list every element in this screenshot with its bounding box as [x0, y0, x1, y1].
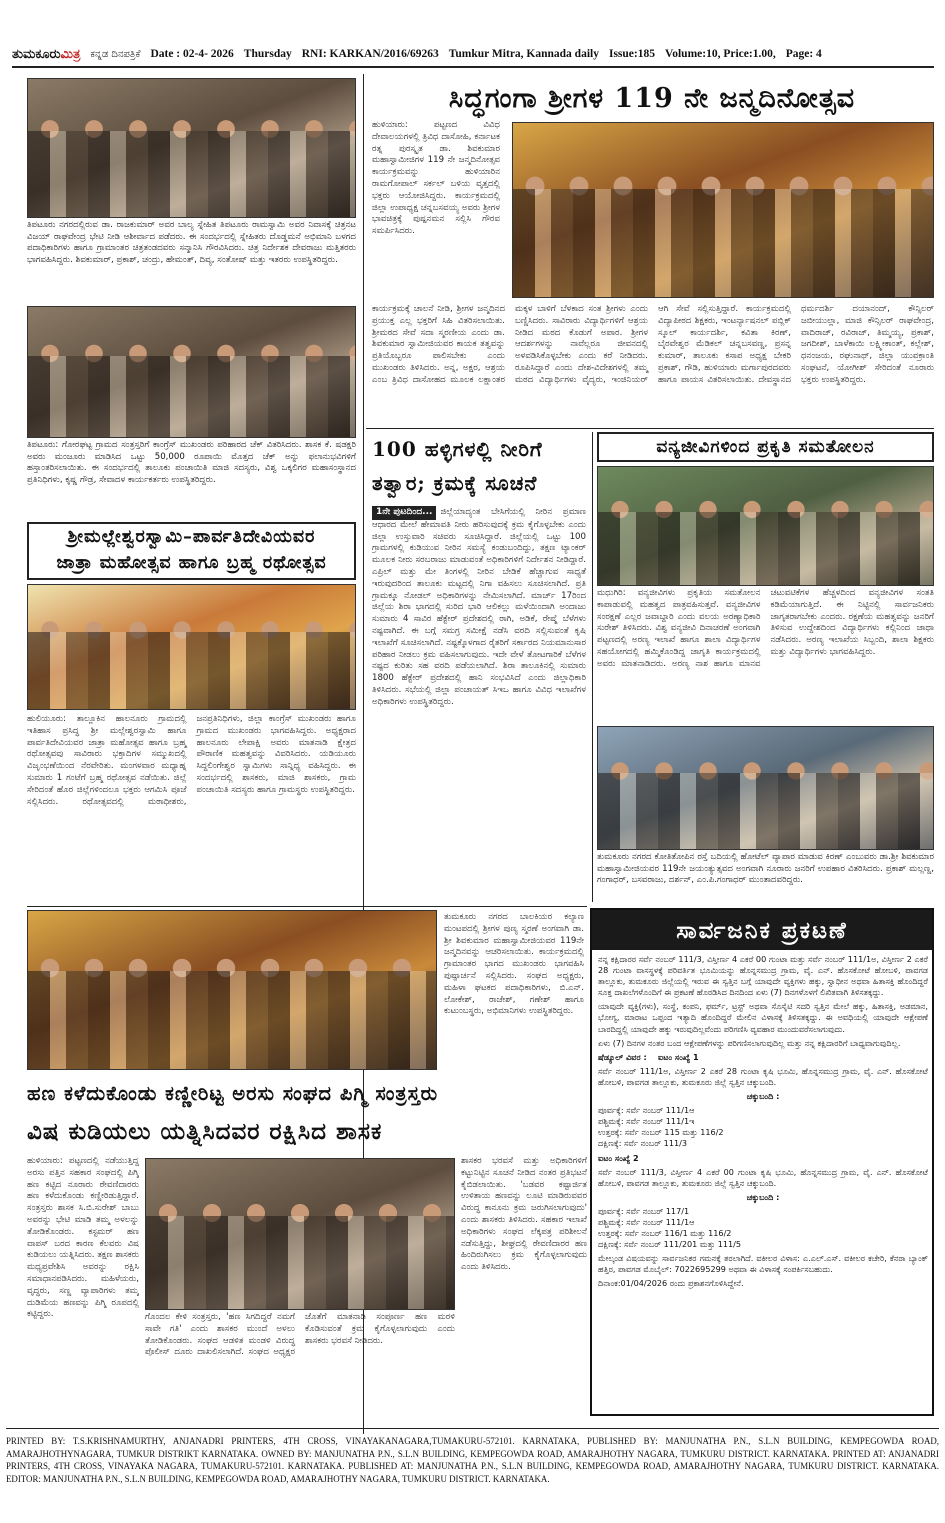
newspaper-logo: ತುಮಕೂರುಮಿತ್ರ: [12, 46, 81, 62]
water-article: [372, 506, 586, 900]
food-distribution-caption: ತುಮಕೂರು ನಗರದ ಕೋತಿತೋಪಿನ ರಸ್ತೆ ಬದಿಯಲ್ಲಿ ಹೋಟೆಲ್ ವ್ಯಾಪಾರ ಮಾಡುವ ಕಿರಣ್ ಎಂಬುವರು ಡಾ.ಶ್ರೀ ಶಿವಕುಮಾರ ಮಹಾಸ್ವಾಮೀಜಿಯವರ 119ನೇ ಜಯಂತ್ಯುತ್ಸವದ ಅಂಗವಾಗಿ ನೂರಾರು ಜನರಿಗೆ ಉಪಹಾರ ವಿತರಿಸಿದರು. ಪ್ರಕಾಶ್ ಮಲ್ಲಣ್ಣ, ಗಂಗಾಧರ್, ಬಸವರಾಜು, ದರ್ಶನ್, ಎಂ.ಪಿ.ಗಂಗಾಧರ್ ಮುಂತಾದವರಿದ್ದರು.: [597, 852, 934, 886]
boundary-east: ಪೂರ್ವಕ್ಕೆ: ಸರ್ವೆ ನಂಬರ್ 111/1ಆ: [598, 1105, 695, 1116]
schedule-item-1: ಸರ್ವೆ ನಂಬರ್ 111/1ಅ, ವಿಸ್ತೀರ್ಣ 2 ಎಕರೆ 28 ಗುಂಟಾ ಕೃಷಿ ಭೂಮಿ, ಹೊನ್ನಸಮುದ್ರ ಗ್ರಾಮ, ವೈ. ಎನ್. ಹೊಸಕೋಟೆ ಹೋಬಳಿ, ಪಾವಗಡ ತಾಲ್ಲೂಕು, ತುಮಕೂರು ಜಿಲ್ಲೆ ಸ್ವತ್ತಿನ ಚಕ್ಕುಬಂದಿ.: [598, 1065, 928, 1087]
schedule-item-2: ಸರ್ವೆ ನಂಬರ್ 111/3, ವಿಸ್ತೀರ್ಣ 4 ಎಕರೆ 00 ಗುಂಟಾ ಕೃಷಿ ಭೂಮಿ, ಹೊನ್ನಸಮುದ್ರ ಗ್ರಾಮ, ವೈ. ಎನ್. ಹೊಸಕೋಟೆ ಹೋಬಳಿ, ಪಾವಗಡ ತಾಲ್ಲೂಕು, ತುಮಕೂರು ಜಿಲ್ಲೆ ಸ್ವತ್ತಿನ ಚಕ್ಕುಬಂದಿ.: [598, 1166, 928, 1188]
page-number: Page: 4: [785, 48, 822, 60]
boundary-north: ಉತ್ತರಕ್ಕೆ: ಸರ್ವೆ ನಂಬರ್ 116/1 ಮತ್ತು 116/2: [598, 1228, 732, 1239]
water-headline-line1: 100 ಹಳ್ಳಿಗಳಲ್ಲಿ ನೀರಿಗೆ: [372, 437, 543, 461]
masthead: [12, 42, 934, 68]
jatra-headline-box: [27, 522, 356, 580]
water-article-text: ಜಿಲ್ಲೆಯಾದ್ಯಂತ ಬೇಸಿಗೆಯಲ್ಲಿ ನೀರಿನ ಪ್ರಮಾಣ ಆಧಾರದ ಮೇಲೆ ಹೇಮಾವತಿ ನೀರು ಹರಿಸುವುದಕ್ಕೆ ಕ್ರಮ ಕೈಗೊಳ್ಳಬೇಕು ಎಂದು ಜಿಲ್ಲಾ ಉಸ್ತುವಾರಿ ಸಚಿವರು ಸೂಚಿಸಿದ್ದಾರೆ. ಜಿಲ್ಲೆಯಲ್ಲಿ ಒಟ್ಟು 100 ಗ್ರಾಮಗಳಲ್ಲಿ ಕುಡಿಯುವ ನೀರಿನ ಸಮಸ್ಯೆ ಕಂಡುಬಂದಿದ್ದು, ತಕ್ಷಣ ಟ್ಯಾಂಕರ್ ಮೂಲಕ ನೀರು ಸರಬರಾಜು ಮಾಡುವಂತೆ ಅಧಿಕಾರಿಗಳಿಗೆ ನಿರ್ದೇಶನ ನೀಡಿದ್ದಾರೆ. ಎಪ್ರಿಲ್ ಮತ್ತು ಮೇ ತಿಂಗಳಲ್ಲಿ ನೀರಿನ ಬೇಡಿಕೆ ಹೆಚ್ಚಾಗುವ ಸಾಧ್ಯತೆ ಇರುವುದರಿಂದ ತಾಲೂಕು ಮಟ್ಟದಲ್ಲಿ ನಿಗಾ ವಹಿಸಲು ಸೂಚಿಸಲಾಗಿದೆ. ಪ್ರತಿ ಗ್ರಾಮಕ್ಕೂ ನೋಡಲ್ ಅಧಿಕಾರಿಗಳನ್ನು ನೇಮಿಸಲಾಗಿದೆ. ಮಾರ್ಚ್ 17ರಿಂದ ಜಿಲ್ಲೆಯ ಶಿರಾ ಭಾಗದಲ್ಲಿ ಸುರಿದ ಭಾರಿ ಆಲಿಕಲ್ಲು ಮಳೆಯಿಂದಾಗಿ ಅಂದಾಜು ಸುಮಾರು 4 ಸಾವಿರ ಹೆಕ್ಟೇರ್ ಪ್ರದೇಶದಲ್ಲಿ ರಾಗಿ, ಅಡಿಕೆ, ರೇಷ್ಮೆ ಬೆಳೆಗಳು ನಷ್ಟವಾಗಿದೆ. ಈ ಬಗ್ಗೆ ಸಮಗ್ರ ಸಮೀಕ್ಷೆ ನಡೆಸಿ ವರದಿ ಸಲ್ಲಿಸುವಂತೆ ಕೃಷಿ ಇಲಾಖೆಗೆ ಸೂಚಿಸಲಾಗಿದೆ. ನಷ್ಟಕ್ಕೊಳಗಾದ ರೈತರಿಗೆ ಸರ್ಕಾರದ ನಿಯಮಾನುಸಾರ ಪರಿಹಾರ ನೀಡಲು ಕ್ರಮ ವಹಿಸಲಾಗುವುದು. ಇದೇ ವೇಳೆ ತೋಟಗಾರಿಕೆ ಬೆಳೆಗಳ ನಷ್ಟದ ಕುರಿತು ಸಹ ವರದಿ ಪಡೆಯಲಾಗಿದೆ. ಶಿರಾ ತಾಲೂಕಿನಲ್ಲಿ ಸುಮಾರು 1800 ಹೆಕ್ಟೇರ್ ಪ್ರದೇಶದಲ್ಲಿ ಹಾನಿ ಸಂಭವಿಸಿದೆ ಎಂದು ಜಿಲ್ಲಾಧಿಕಾರಿ ತಿಳಿಸಿದರು. ಸಭೆಯಲ್ಲಿ ಜಿಲ್ಲಾ ಪಂಚಾಯತ್ ಸಿಇಒ ಹಾಗೂ ವಿವಿಧ ಇಲಾಖೆಗಳ ಅಧಿಕಾರಿಗಳು ಉಪಸ್ಥಿತರಿದ್ದರು.: [372, 507, 586, 707]
schedule-title: ಷೆಡ್ಯೂಲ್ ವಿವರ : ಐಟಂ ಸಂಖ್ಯೆ 1: [598, 1051, 699, 1062]
notice-paragraph: ಯಾವುದೇ ವ್ಯಕ್ತಿ(ಗಳು), ಸಂಸ್ಥೆ, ಕಂಪನಿ, ಫರ್ಮ್, ಟ್ರಸ್ಟ್ ಅಥವಾ ಸೊಸೈಟಿ ಸದರಿ ಸ್ವತ್ತಿನ ಮೇಲೆ ಹಕ್ಕು, ಹಿತಾಸಕ್ತಿ, ಅಡಮಾನ, ಭೋಗ್ಯ, ಮಾರಾಟ ಒಪ್ಪಂದ ಇತ್ಯಾದಿ ಹೊಂದಿದ್ದರೆ ಮೇಲಿನ ವಿಳಾಸಕ್ಕೆ ತಿಳಿಸತಕ್ಕದ್ದು. ಈ ಅವಧಿಯಲ್ಲಿ ಯಾವುದೇ ಆಕ್ಷೇಪಣೆ ಬಾರದಿದ್ದಲ್ಲಿ ಯಾವುದೇ ಹಕ್ಕು ಇರುವುದಿಲ್ಲವೆಂದು ಪರಿಗಣಿಸಿ ವ್ಯವಹಾರ ಮುಂದುವರೆಸಲಾಗುವುದು.: [598, 1001, 928, 1034]
cheque-handover-photo: [27, 306, 356, 438]
section-rule: [366, 428, 934, 429]
wildlife-photo: [597, 466, 934, 586]
boundary-east: ಪೂರ್ವಕ್ಕೆ: ಸರ್ವೆ ನಂಬರ್ 117/1: [598, 1205, 690, 1216]
notice-paragraph: ನನ್ನ ಕಕ್ಷಿದಾರರ ಸರ್ವೆ ನಂಬರ್ 111/3, ವಿಸ್ತೀರ್ಣ 4 ಎಕರೆ 00 ಗುಂಟಾ ಮತ್ತು ಸರ್ವೆ ನಂಬರ್ 111/1ಅ, ವಿಸ್ತೀರ್ಣ 2 ಎಕರೆ 28 ಗುಂಟಾ ವಾಸಸ್ಥಳಕ್ಕೆ ಪರಿವರ್ತಿತ ಭೂಮಿಯನ್ನು ಹೊನ್ನಸಮುದ್ರ ಗ್ರಾಮ, ವೈ. ಎನ್. ಹೊಸಕೋಟೆ ಹೋಬಳಿ, ಪಾವಗಡ ತಾಲ್ಲೂಕು, ತುಮಕೂರು ಜಿಲ್ಲೆಯಲ್ಲಿ ಇರುವ ಈ ಸ್ವತ್ತಿನ ಬಗ್ಗೆ ಯಾವುದೇ ವ್ಯಕ್ತಿಗಳು ಹಕ್ಕು, ಸ್ವಾಧೀನ ಅಥವಾ ಹಿತಾಸಕ್ತಿ ಹೊಂದಿದ್ದರೆ ಸೂಕ್ತ ದಾಖಲೆಗಳೊಂದಿಗೆ ಈ ಪ್ರಕಟಣೆ ಹೊರಡಿಸಿದ ದಿನದಿಂದ ಏಳು (7) ದಿನಗಳೊಳಗೆ ಲಿಖಿತವಾಗಿ ತಿಳಿಸತಕ್ಕದ್ದು.: [598, 954, 928, 998]
volume-price: Volume:10, Price:1.00,: [664, 48, 776, 60]
jatra-headline-line2: ಜಾತ್ರಾ ಮಹೋತ್ಸವ ಹಾಗೂ ಬ್ರಹ್ಮ ರಥೋತ್ಸವ: [56, 553, 327, 573]
imprint-footer: PRINTED BY: T.S.KRISHNAMURTHY, ANJANADRI PRINTERS, 4TH CROSS, VINAYAKANAGARA,TUMAKURU-572101. KARNATAKA, PUBLISHED BY: MANJUNATHA P.N., S.L.N BUILDING, KEMPEGOWDA ROAD, AMARAJHOTHYNAGARA, TUMKUR DISTRIKT KARNATAKA. OWNED BY: MANJUNATHA P.N., S.L.N BUILDING, KEMPEGOWDA ROAD, AMARAJHOTHY NAGARA, TUMKURU DISTRICT. KARNATAKA. PRINTED AT: ANJANADRI PRINTERS, 4TH CROSS, VINAYAKA NAGARA, TUMAKURU-572101. KARNATAKA. PUBLISHED AT: MANJUNATHA P.N., S.L.N BUILDING, KEMPEGOWDA ROAD, AMARAJHOTHY NAGARA, TUMKURU DISTRICT. KARNATAKA. EDITOR: MANJUNATHA P.N., S.L.N BUILDING, KEMPEGOWDA ROAD, AMARAJHOTHY NAGARA, TUMKURU DISTRICT. KARNATAKA.: [6, 1428, 939, 1502]
arasu-headline-line2: ವಿಷ ಕುಡಿಯಲು ಯತ್ನಿಸಿದವರ ರಕ್ಷಿಸಿದ ಶಾಸಕ: [27, 1118, 383, 1145]
arasu-article-left: ಹುಳಿಯಾರು: ಪಟ್ಟಣದಲ್ಲಿ ನಡೆಯುತ್ತಿದ್ದ ಅರಸು ಪತ್ತಿನ ಸಹಕಾರ ಸಂಘದಲ್ಲಿ ಪಿಗ್ಮಿ ಹಣ ಕಟ್ಟಿದ ನೂರಾರು ಠೇವಣಿದಾರರು ಹಣ ಕಳೆದುಕೊಂಡು ಕಣ್ಣೀರಿಡುತ್ತಿದ್ದಾರೆ. ಸಂತ್ರಸ್ತರು ಶಾಸಕ ಸಿ.ಬಿ.ಸುರೇಶ್ ಬಾಬು ಅವರನ್ನು ಭೇಟಿ ಮಾಡಿ ತಮ್ಮ ಅಳಲನ್ನು ತೋಡಿಕೊಂಡರು. ಕಸ್ಟಮರ್ ಹಣ ವಾಪಸ್ ಬರದ ಕಾರಣ ಕೆಲವರು ವಿಷ ಕುಡಿಯಲು ಯತ್ನಿಸಿದರು. ತಕ್ಷಣ ಶಾಸಕರು ಮಧ್ಯಪ್ರವೇಶಿಸಿ ಅವರನ್ನು ರಕ್ಷಿಸಿ ಸಮಾಧಾನಪಡಿಸಿದರು. ಮಹಿಳೆಯರು, ವೃದ್ಧರು, ಸಣ್ಣ ವ್ಯಾಪಾರಿಗಳು ತಮ್ಮ ದುಡಿಮೆಯ ಹಣವನ್ನು ಪಿಗ್ಮಿ ರೂಪದಲ್ಲಿ ಕಟ್ಟಿದ್ದರು.: [27, 1156, 139, 1320]
boundary-north: ಉತ್ತರಕ್ಕೆ: ಸರ್ವೆ ನಂಬರ್ 115 ಮತ್ತು 116/2: [598, 1127, 724, 1138]
paper-name: Tumkur Mitra, Kannada daily: [448, 48, 599, 60]
public-notice: [590, 908, 934, 1416]
siddaganga-headline: ಸಿದ್ಧಗಂಗಾ ಶ್ರೀಗಳ 119 ನೇ ಜನ್ಮದಿನೋತ್ಸವ: [448, 83, 856, 114]
issue-number: Issue:185: [608, 48, 655, 60]
column-rule: [592, 432, 593, 902]
cheque-handover-caption: ತಿಪಟೂರು: ಗೋರಘಟ್ಟ ಗ್ರಾಮದ ಸಂತ್ರಸ್ತರಿಗೆ ಕಾಂಗ್ರೆಸ್ ಮುಖಂಡರು ಪರಿಹಾರದ ಚೆಕ್ ವಿತರಿಸಿದರು. ಶಾಸಕ ಕೆ. ಷಡಕ್ಷರಿ ಅವರು ಮಂಜೂರು ಮಾಡಿಸಿದ ಒಟ್ಟು 50,000 ರೂಪಾಯಿ ಮೊತ್ತದ ಚೆಕ್ ಅನ್ನು ಫಲಾನುಭವಿಗಳಿಗೆ ಹಸ್ತಾಂತರಿಸಲಾಯಿತು. ಈ ಸಂದರ್ಭದಲ್ಲಿ ತಾಲೂಕು ಪಂಚಾಯಿತಿ ಮಾಜಿ ಸದಸ್ಯರು, ವಿಶ್ವ ಒಕ್ಕಲಿಗರ ಮಹಾಸಂಸ್ಥಾನದ ಪ್ರತಿನಿಧಿಗಳು, ಕೃಷ್ಣ ಗೌಡ್ರ, ಸೇವಾದಳ ಕಾರ್ಯಕರ್ತರು ಉಪಸ್ಥಿತರಿದ್ದರು.: [27, 440, 356, 485]
boundary-west: ಪಶ್ಚಿಮಕ್ಕೆ: ಸರ್ವೆ ನಂಬರ್ 111/1ಇ: [598, 1116, 695, 1127]
jatra-photo: [27, 584, 356, 710]
boundaries-title: ಚಕ್ಕುಬಂದಿ :: [746, 1191, 780, 1202]
jatra-headline-line1: ಶ್ರೀಮಲ್ಲೇಶ್ವರಸ್ವಾಮಿ–ಪಾರ್ವತಿದೇವಿಯವರ: [67, 527, 316, 547]
arasu-article-mid: ಗೊಂದಲ ಕೇಳಿ ಸಂತ್ರಸ್ತರು, 'ಹಣ ಸಿಗದಿದ್ದರೆ ನಮಗೆ ಸಾವೇ ಗತಿ' ಎಂದು ಶಾಸಕರ ಮುಂದೆ ಅಳಲು ತೋಡಿಕೊಂಡರು. ಸಂಘದ ಆಡಳಿತ ಮಂಡಳಿ ವಿರುದ್ಧ ಪೊಲೀಸ್ ದೂರು ದಾಖಲಿಸಲಾಗಿದೆ. ಸಂಘದ ಅಧ್ಯಕ್ಷರ ಜೊತೆಗೆ ಮಾತನಾಡಿ ಸಂಪೂರ್ಣ ಹಣ ಮರಳಿ ಕೊಡಿಸುವಂತೆ ಕ್ರಮ ಕೈಗೊಳ್ಳಲಾಗುವುದು ಎಂದು ಶಾಸಕರು ಭರವಸೆ ನೀಡಿದರು.: [145, 1312, 455, 1358]
birthday-celebration-article: ತುಮಕೂರು ನಗರದ ಬಾಲಕಿಯರ ಕಲ್ಯಾಣ ಮಂಟಪದಲ್ಲಿ ಶ್ರೀಗಳ ಪುಣ್ಯ ಸ್ಮರಣೆ ಅಂಗವಾಗಿ ಡಾ. ಶ್ರೀ ಶಿವಕುಮಾರ ಮಹಾಸ್ವಾಮೀಜಿಯವರ 119ನೇ ಜನ್ಮದಿನವನ್ನು ಆಚರಿಸಲಾಯಿತು. ಕಾರ್ಯಕ್ರಮದಲ್ಲಿ ಗ್ರಾಮಾಂತರ ಭಾಗದ ಮುಖಂಡರು ಭಾಗವಹಿಸಿ ಪುಷ್ಪಾರ್ಚನೆ ಸಲ್ಲಿಸಿದರು. ಸಂಘದ ಅಧ್ಯಕ್ಷರು, ಮಹಿಳಾ ಘಟಕದ ಪದಾಧಿಕಾರಿಗಳು, ಬಿ.ಎನ್. ಲೋಕೇಶ್, ರಾಜೇಶ್, ಗಣೇಶ್ ಹಾಗೂ ಕುಟುಂಬಸ್ಥರು, ಅಭಿಮಾನಿಗಳು ಉಪಸ್ಥಿತರಿದ್ದರು.: [444, 912, 584, 1017]
notice-date: ದಿನಾಂಕ:01/04/2026 ರಂದು ಪ್ರಕಾಶನಗೊಳಿಸಿದ್ದೇನೆ.: [598, 1278, 744, 1289]
schedule-item-2-label: ಐಟಂ ಸಂಖ್ಯೆ 2: [598, 1152, 639, 1163]
tiptur-visit-photo: [27, 78, 356, 218]
birthday-celebration-photo: [27, 910, 437, 1070]
food-distribution-photo: [597, 726, 934, 850]
jatra-article: ಹುಲಿಯೂರು: ತಾಲ್ಲೂಕಿನ ಹಾಲನೂರು ಗ್ರಾಮದಲ್ಲಿ ಇತಿಹಾಸ ಪ್ರಸಿದ್ಧ ಶ್ರೀ ಮಲ್ಲೇಶ್ವರಸ್ವಾಮಿ ಹಾಗೂ ಪಾರ್ವತಿದೇವಿಯವರ ಜಾತ್ರಾ ಮಹೋತ್ಸವ ಹಾಗೂ ಬ್ರಹ್ಮ ರಥೋತ್ಸವವು ಸಾವಿರಾರು ಭಕ್ತಾದಿಗಳ ಸಮ್ಮುಖದಲ್ಲಿ ವಿಜೃಂಭಣೆಯಿಂದ ನೆರವೇರಿತು. ಮಂಗಳವಾರ ಮಧ್ಯಾಹ್ನ ಸುಮಾರು 1 ಗಂಟೆಗೆ ಬ್ರಹ್ಮ ರಥೋತ್ಸವ ನಡೆಯಿತು. ಜಿಲ್ಲೆ ಸೇರಿದಂತೆ ಹೊರ ಜಿಲ್ಲೆಗಳಿಂದಲೂ ಭಕ್ತರು ಆಗಮಿಸಿ ಪೂಜೆ ಸಲ್ಲಿಸಿದರು. ರಥೋತ್ಸವದಲ್ಲಿ ಮಠಾಧೀಶರು, ಜನಪ್ರತಿನಿಧಿಗಳು, ಜಿಲ್ಲಾ ಕಾಂಗ್ರೆಸ್ ಮುಖಂಡರು ಹಾಗೂ ಗ್ರಾಮದ ಮುಖಂಡರು ಭಾಗವಹಿಸಿದ್ದರು. ಅಧ್ಯಕ್ಷರಾದ ಹಾಲನೂರು ಲೇಪಾಕ್ಷಿ ಅವರು ಮಾತನಾಡಿ ಕ್ಷೇತ್ರದ ಪೌರಾಣಿಕ ಮಹತ್ವವನ್ನು ವಿವರಿಸಿದರು. ಯಡಿಯೂರು ಸಿದ್ದಲಿಂಗೇಶ್ವರ ಸ್ವಾಮಿಗಳು ಸಾನ್ನಿಧ್ಯ ವಹಿಸಿದ್ದರು. ಈ ಸಂದರ್ಭದಲ್ಲಿ ಶಾಸಕರು, ಮಾಜಿ ಶಾಸಕರು, ಗ್ರಾಮ ಪಂಚಾಯಿತಿ ಸದಸ್ಯರು ಹಾಗೂ ಗ್ರಾಮಸ್ಥರು ಉಪಸ್ಥಿತರಿದ್ದರು.: [27, 714, 356, 807]
continued-from-page1: 1ನೇ ಪುಟದಿಂದ...: [372, 506, 436, 520]
boundary-south: ದಕ್ಷಿಣಕ್ಕೆ: ಸರ್ವೆ ನಂಬರ್ 111/201 ಮತ್ತು 111/5: [598, 1239, 742, 1250]
issue-day: Thursday: [243, 48, 292, 60]
notice-closing: ಮೇಲ್ಕಂಡ ವಿಷಯವನ್ನು ಸಾರ್ವಜನಿಕರ ಗಮನಕ್ಕೆ ತರಲಾಗಿದೆ. ವಕೀಲರ ವಿಳಾಸ: ಎ.ಎಲ್.ಎಸ್. ವಕೀಲರ ಕಚೇರಿ, ಕೆನರಾ ಬ್ಯಾಂಕ್ ಹತ್ತಿರ, ಪಾವಗಡ ಮೊಬೈಲ್: 7022695299 ಅಥವಾ ಈ ವಿಳಾಸಕ್ಕೆ ಸಂಪರ್ಕಿಸಬಹುದು.: [598, 1253, 928, 1275]
public-notice-body: [598, 954, 928, 1410]
newspaper-subtitle: ಕನ್ನಡ ದಿನಪತ್ರಿಕೆ: [90, 48, 141, 60]
arasu-article-right: ಶಾಸಕರ ಭರವಸೆ ಮತ್ತು ಅಧಿಕಾರಿಗಳಿಗೆ ಕಟ್ಟುನಿಟ್ಟಿನ ಸೂಚನೆ ನೀಡಿದ ನಂತರ ಪ್ರತಿಭಟನೆ ಕೈಬಿಡಲಾಯಿತು. 'ಬಡವರ ಕಷ್ಟಾರ್ಜಿತ ಉಳಿತಾಯ ಹಣವನ್ನು ಲೂಟಿ ಮಾಡಿರುವವರ ವಿರುದ್ಧ ಕಾನೂನು ಕ್ರಮ ಜರುಗಿಸಲಾಗುವುದು' ಎಂದು ಶಾಸಕರು ತಿಳಿಸಿದರು. ಸಹಕಾರ ಇಲಾಖೆ ಅಧಿಕಾರಿಗಳು ಸಂಘದ ಲೆಕ್ಕಪತ್ರ ಪರಿಶೀಲನೆ ನಡೆಸುತ್ತಿದ್ದು, ಶೀಘ್ರದಲ್ಲಿ ಠೇವಣಿದಾರರ ಹಣ ಹಿಂದಿರುಗಿಸಲು ಕ್ರಮ ಕೈಗೊಳ್ಳಲಾಗುವುದು ಎಂದು ತಿಳಿಸಿದರು.: [461, 1156, 587, 1273]
water-headline-line2: ತತ್ವಾರ; ಕ್ರಮಕ್ಕೆ ಸೂಚನೆ: [372, 471, 538, 495]
wildlife-headline: ವನ್ಯಜೀವಿಗಳಿಂದ ಪ್ರಕೃತಿ ಸಮತೋಲನ: [656, 437, 875, 457]
siddaganga-article: ಕಾರ್ಯಕ್ರಮಕ್ಕೆ ಚಾಲನೆ ನೀಡಿ, ಶ್ರೀಗಳ ಜನ್ಮದಿನದ ಪ್ರಯುಕ್ತ ಎಲ್ಲ ಭಕ್ತರಿಗೆ ಸಿಹಿ ವಿತರಿಸಲಾಯಿತು. ಶ್ರೀಮಠದ ಸೇವೆ ಸದಾ ಸ್ಮರಣೀಯ ಎಂದು ಡಾ. ಶಿವಕುಮಾರ ಸ್ವಾಮೀಜಿಯವರ ಕಾಯಕ ತತ್ವವನ್ನು ಪ್ರತಿಯೊಬ್ಬರೂ ಪಾಲಿಸಬೇಕು ಎಂದು ಮುಖಂಡರು ತಿಳಿಸಿದರು. ಅನ್ನ, ಅಕ್ಷರ, ಆಶ್ರಯ ಎಂಬ ತ್ರಿವಿಧ ದಾಸೋಹದ ಮೂಲಕ ಲಕ್ಷಾಂತರ ಮಕ್ಕಳ ಬಾಳಿಗೆ ಬೆಳಕಾದ ಸಂತ ಶ್ರೀಗಳು ಎಂದು ಬಣ್ಣಿಸಿದರು. ಸಾವಿರಾರು ವಿದ್ಯಾರ್ಥಿಗಳಿಗೆ ಆಶ್ರಯ ನೀಡಿದ ಮಠದ ಕೊಡುಗೆ ಅಪಾರ. ಶ್ರೀಗಳ ಆದರ್ಶಗಳನ್ನು ನಾವೆಲ್ಲರೂ ಜೀವನದಲ್ಲಿ ಅಳವಡಿಸಿಕೊಳ್ಳಬೇಕು ಎಂದು ಕರೆ ನೀಡಿದರು. ರೂಪಿಸಿದ್ದಾರೆ ಎಂದು ದೇಶ-ವಿದೇಶಗಳಲ್ಲಿ ತಮ್ಮ ಮಠದ ವಿದ್ಯಾರ್ಥಿಗಳು ವೈದ್ಯರು, ಇಂಜಿನಿಯರ್ ಆಗಿ ಸೇವೆ ಸಲ್ಲಿಸುತ್ತಿದ್ದಾರೆ. ಕಾರ್ಯಕ್ರಮದಲ್ಲಿ ವಿದ್ಯಾಪೀಠದ ಶಿಕ್ಷಕರು, ಇಂಟರ್ನ್ಯಾಷನಲ್ ಪಬ್ಲಿಕ್ ಸ್ಕೂಲ್ ಕಾರ್ಯದರ್ಶಿ, ಕವಿತಾ ಕಿರಣ್, ಬೈರವೇಶ್ವರ ಮೆಡಿಕಲ್ ಚನ್ನಬಸವಣ್ಣ, ಪ್ರಸನ್ನ ಕುಮಾರ್, ತಾಲೂಕು ಕಸಾಪ ಅಧ್ಯಕ್ಷ ಬೇಕರಿ ಪ್ರಕಾಶ್, ಗೌಡಿ, ಹುಳಿಯಾರು ಮರ್ಗಾಪುರದವರು ಹಾಗೂ ಪಾಯಸ ವಿತರಿಸಲಾಯಿತು. ದೇವಸ್ಥಾನದ ಧರ್ಮದರ್ಶಿ ದಯಾನಂದ್, ಕೌನ್ಸಿಲರ್ ಜಬೀಯುಲ್ಲಾ, ಮಾಜಿ ಕೌನ್ಸಿಲರ್ ರಾಘವೇಂದ್ರ, ವಾದಿರಾಜ್, ರವಿರಾಜ್, ತಿಮ್ಮಯ್ಯ, ಪ್ರಕಾಶ್, ಜಗದೀಶ್, ಬಾಳೆಕಾಯಿ ಲಕ್ಷ್ಮೀಕಾಂತ್, ಕಲ್ಲೇಶ್, ಧನಂಜಯ, ರಘುನಾಥ್, ಜಿಲ್ಲಾ ಯುವಕ್ರಾಂತಿ ಸಂಘಟನೆ, ಯೋಗೀಶ್ ಸೇರಿದಂತೆ ನೂರಾರು ಭಕ್ತರು ಉಪಸ್ಥಿತರಿದ್ದರು.: [372, 304, 934, 385]
siddaganga-intro: ಹುಳಿಯಾರು: ಪಟ್ಟಣದ ವಿವಿಧ ದೇವಾಲಯಗಳಲ್ಲಿ ತ್ರಿವಿಧ ದಾಸೋಹಿ, ಕರ್ನಾಟಕ ರತ್ನ ಪುರಸ್ಕೃತ ಡಾ. ಶಿವಕುಮಾರ ಮಹಾಸ್ವಾಮೀಜಿಗಳ 119 ನೇ ಜನ್ಮದಿನೋತ್ಸವ ಕಾರ್ಯಕ್ರಮವನ್ನು ಹುಳಿಯಾರಿನ ರಾಮಗೋಪಾಲ್ ಸರ್ಕಲ್ ಬಳಿಯ ವೃತ್ತದಲ್ಲಿ ಭಕ್ತರು ಆಯೋಜಿಸಿದ್ದರು. ಕಾರ್ಯಕ್ರಮದಲ್ಲಿ ಜಿಲ್ಲಾ ಉಪಾಧ್ಯಕ್ಷ ಚನ್ನಬಸವಯ್ಯ ಅವರು ಶ್ರೀಗಳ ಭಾವಚಿತ್ರಕ್ಕೆ ಪುಷ್ಪನಮನ ಸಲ್ಲಿಸಿ ಗೌರವ ಸಮರ್ಪಿಸಿದರು.: [372, 120, 500, 237]
wildlife-article: ಮಧುಗಿರಿ: ವನ್ಯಜೀವಿಗಳು ಪ್ರಕೃತಿಯ ಸಮತೋಲನ ಕಾಪಾಡುವಲ್ಲಿ ಮಹತ್ವದ ಪಾತ್ರವಹಿಸುತ್ತವೆ. ವನ್ಯಜೀವಿಗಳ ಸಂರಕ್ಷಣೆ ಎಲ್ಲರ ಜವಾಬ್ದಾರಿ ಎಂದು ವಲಯ ಅರಣ್ಯಾಧಿಕಾರಿ ಸುರೇಶ್ ತಿಳಿಸಿದರು. ವಿಶ್ವ ವನ್ಯಜೀವಿ ದಿನಾಚರಣೆ ಅಂಗವಾಗಿ ಪಟ್ಟಣದಲ್ಲಿ ಅರಣ್ಯ ಇಲಾಖೆ ಹಾಗೂ ಶಾಲಾ ವಿದ್ಯಾರ್ಥಿಗಳ ಸಹಯೋಗದಲ್ಲಿ ಹಮ್ಮಿಕೊಂಡಿದ್ದ ಜಾಗೃತಿ ಕಾರ್ಯಕ್ರಮದಲ್ಲಿ ಅವರು ಮಾತನಾಡಿದರು. ಅರಣ್ಯ ನಾಶ ಹಾಗೂ ಮಾನವ ಚಟುವಟಿಕೆಗಳ ಹೆಚ್ಚಳದಿಂದ ವನ್ಯಜೀವಿಗಳ ಸಂತತಿ ಕಡಿಮೆಯಾಗುತ್ತಿದೆ. ಈ ನಿಟ್ಟಿನಲ್ಲಿ ಸಾರ್ವಜನಿಕರು ಜಾಗೃತರಾಗಬೇಕು ಎಂದರು. ರಕ್ಷಣೆಯ ಮಹತ್ವವನ್ನು ಜನರಿಗೆ ತಿಳಿಸುವ ಉದ್ದೇಶದಿಂದ ವಿದ್ಯಾರ್ಥಿಗಳು ಕಲ್ಲಿನಿಂದ ಜಾಥಾ ನಡೆಸಿದರು. ಅರಣ್ಯ ಇಲಾಖೆಯ ಸಿಬ್ಬಂದಿ, ಶಾಲಾ ಶಿಕ್ಷಕರು ಮತ್ತು ವಿದ್ಯಾರ್ಥಿಗಳು ಭಾಗವಹಿಸಿದ್ದರು.: [597, 588, 934, 669]
notice-paragraph: ಏಳು (7) ದಿನಗಳ ನಂತರ ಬಂದ ಆಕ್ಷೇಪಣೆಗಳನ್ನು ಪರಿಗಣಿಸಲಾಗುವುದಿಲ್ಲ ಮತ್ತು ನನ್ನ ಕಕ್ಷಿದಾರರಿಗೆ ಬಾಧ್ಯವಾಗುವುದಿಲ್ಲ.: [598, 1037, 901, 1048]
boundary-south: ದಕ್ಷಿಣಕ್ಕೆ: ಸರ್ವೆ ನಂಬರ್ 111/3: [598, 1138, 687, 1149]
wildlife-headline-box: [597, 432, 934, 462]
rni-number: RNI: KARKAN/2016/69263: [301, 48, 439, 60]
siddaganga-photo: [512, 122, 934, 298]
tiptur-visit-caption: ತಿಪಟೂರು ನಗರದಲ್ಲಿರುವ ಡಾ. ರಾಜಕುಮಾರ್ ಅವರ ಬಾಲ್ಯ ಸ್ನೇಹಿತ ತಿಪಟೂರು ರಾಮಸ್ವಾಮಿ ಅವರ ನಿವಾಸಕ್ಕೆ ಚಿತ್ರನಟ ವಿಜಯ್ ರಾಘವೇಂದ್ರ ಭೇಟಿ ನೀಡಿ ಆಶೀರ್ವಾದ ಪಡೆದರು. ಈ ಸಂದರ್ಭದಲ್ಲಿ ಸ್ನೇಹಿತರು ದೊಡ್ಡಮನೆ ಅಭಿಮಾನಿ ಬಳಗದ ಪದಾಧಿಕಾರಿಗಳು ಹಾಗೂ ಗ್ರಾಮಾಂತರ ಚಿತ್ರತಂಡದವರು ಸನ್ಮಾನಿಸಿ ಗೌರವಿಸಿದರು. ಚಿತ್ರ ನಿರ್ದೇಶಕ ದೇವರಾಜು ಮತ್ತಿತರರು ಭಾಗವಹಿಸಿದ್ದರು. ಶಿವಕುಮಾರ್, ಪ್ರಕಾಶ್, ಚಂದ್ರು, ಹೇಮಂತ್, ದಿವ್ಯ, ಸಂತೋಷ್ ಮತ್ತು ಇತರರು ಉಪಸ್ಥಿತರಿದ್ದರು.: [27, 220, 356, 265]
issue-date: Date : 02-4- 2026: [150, 48, 234, 60]
boundary-west: ಪಶ್ಚಿಮಕ್ಕೆ: ಸರ್ವೆ ನಂಬರ್ 111/1ಆ: [598, 1216, 695, 1227]
arasu-headline-line1: ಹಣ ಕಳೆದುಕೊಂಡು ಕಣ್ಣೀರಿಟ್ಟ ಅರಸು ಸಂಘದ ಪಿಗ್ಮಿ ಸಂತ್ರಸ್ತರು: [27, 1082, 439, 1105]
boundaries-title: ಚಕ್ಕುಬಂದಿ :: [746, 1091, 780, 1102]
public-notice-title: ಸಾರ್ವಜನಿಕ ಪ್ರಕಟಣೆ: [592, 910, 932, 950]
section-rule: [27, 906, 587, 907]
arasu-victims-photo: [145, 1158, 455, 1310]
